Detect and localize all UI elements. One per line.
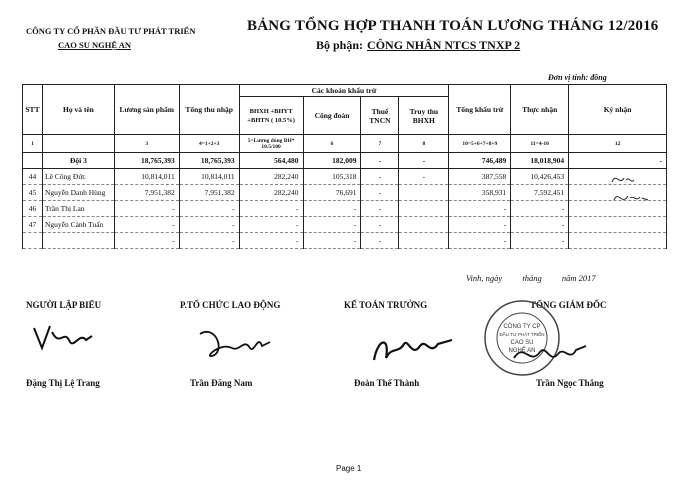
- cell-thuc-nhan: 10,426,453: [511, 169, 569, 185]
- cell-bhxh: 282,240: [239, 185, 303, 201]
- table-row: [23, 169, 667, 185]
- stamp-line-1: CÔNG TY CP: [503, 324, 541, 330]
- date-line: [466, 273, 596, 283]
- cell-cong-doan: 105,318: [303, 169, 361, 185]
- date-year: năm 2017: [561, 273, 596, 283]
- employee-signature-icon: [606, 168, 656, 212]
- signature-name-preparer: Đặng Thị Lệ Trang: [26, 378, 100, 388]
- index-cell: 3: [114, 135, 179, 153]
- payroll-table: [22, 84, 667, 249]
- cell-tong-khau-tru: 746,489: [449, 153, 511, 169]
- signature-title-director: TỔNG GIÁM ĐỐC: [530, 300, 607, 310]
- table-row: [23, 233, 667, 249]
- date-month: tháng: [522, 273, 542, 283]
- header-bhxh: BHXH +BHYT +BHTN ( 10.5%): [239, 97, 303, 135]
- cell-tong-khau-tru: -: [449, 233, 511, 249]
- cell-tong-thu-nhap: 10,814,011: [179, 169, 239, 185]
- index-cell: 10=5+6+7+8+9: [449, 135, 511, 153]
- cell-cong-doan: -: [303, 217, 361, 233]
- cell-tong-thu-nhap: 18,765,393: [179, 153, 239, 169]
- header-stt: STT: [23, 85, 43, 135]
- signature-director-icon: [510, 336, 590, 372]
- cell-thuc-nhan: -: [511, 233, 569, 249]
- cell-name: Trần Thị Lan: [42, 201, 114, 217]
- cell-thue: -: [361, 185, 399, 201]
- signature-name-hr: Trần Đăng Nam: [190, 378, 253, 388]
- department-value: CÔNG NHÂN NTCS TNXP 2: [367, 38, 521, 52]
- cell-thue: -: [361, 169, 399, 185]
- cell-thuc-nhan: -: [511, 217, 569, 233]
- cell-stt: 44: [23, 169, 43, 185]
- cell-bhxh: -: [239, 217, 303, 233]
- index-cell: [42, 135, 114, 153]
- cell-ky-nhan: [569, 233, 667, 249]
- cell-luong-sp: 10,814,011: [114, 169, 179, 185]
- cell-tong-khau-tru: -: [449, 217, 511, 233]
- index-cell: 7: [361, 135, 399, 153]
- stamp-line-2: ĐẦU TƯ PHÁT TRIỂN: [499, 332, 545, 337]
- cell-name: [42, 233, 114, 249]
- signature-title-accountant: KẾ TOÁN TRƯỞNG: [344, 300, 428, 310]
- cell-tong-khau-tru: 387,558: [449, 169, 511, 185]
- group-row: [23, 153, 667, 169]
- document-title: BẢNG TỔNG HỢP THANH TOÁN LƯƠNG THÁNG 12/2016: [247, 18, 659, 34]
- cell-tong-thu-nhap: -: [179, 217, 239, 233]
- signature-hr-icon: [196, 322, 276, 364]
- cell-name: Lê Công Đức: [42, 169, 114, 185]
- header-truy-thu: Truy thu BHXH: [399, 97, 449, 135]
- cell-stt: 46: [23, 201, 43, 217]
- cell-cong-doan: -: [303, 201, 361, 217]
- signature-title-preparer: NGƯỜI LẬP BIỂU: [26, 300, 102, 310]
- cell-cong-doan: 182,009: [303, 153, 361, 169]
- cell-tong-thu-nhap: -: [179, 201, 239, 217]
- cell-truy-thu: [399, 185, 449, 201]
- cell-tong-thu-nhap: 7,951,382: [179, 185, 239, 201]
- table-row: [23, 185, 667, 201]
- index-cell: 4=1+2+3: [179, 135, 239, 153]
- header-name: Họ và tên: [42, 85, 114, 135]
- index-cell: 12: [569, 135, 667, 153]
- cell-ky-nhan: -: [569, 153, 667, 169]
- cell-bhxh: -: [239, 201, 303, 217]
- signature-name-accountant: Đoàn Thế Thành: [354, 378, 420, 388]
- cell-bhxh: -: [239, 233, 303, 249]
- cell-truy-thu: -: [399, 169, 449, 185]
- cell-cong-doan: -: [303, 233, 361, 249]
- cell-bhxh: 564,480: [239, 153, 303, 169]
- cell-tong-khau-tru: -: [449, 201, 511, 217]
- signature-title-hr: P.TỔ CHỨC LAO ĐỘNG: [180, 300, 281, 310]
- header-khau-tru: Các khoản khấu trừ: [239, 85, 449, 97]
- cell-thuc-nhan: -: [511, 201, 569, 217]
- signature-preparer-icon: [30, 318, 110, 358]
- currency-unit: Đơn vị tính: đồng: [548, 73, 607, 82]
- group-name: Đội 3: [42, 153, 114, 169]
- cell-tong-khau-tru: 358,931: [449, 185, 511, 201]
- stamp-line-4: NGHỆ AN: [508, 348, 536, 354]
- cell-thue: -: [361, 153, 399, 169]
- page-footer: Page 1: [336, 464, 362, 473]
- index-cell: 6: [303, 135, 361, 153]
- index-row: [23, 135, 667, 153]
- cell-ky-nhan: [569, 217, 667, 233]
- cell-luong-sp: -: [114, 233, 179, 249]
- department-label: Bộ phận:: [316, 38, 364, 52]
- cell-name: Nguyễn Danh Hùng: [42, 185, 114, 201]
- department: [316, 38, 520, 53]
- header-thue: Thuế TNCN: [361, 97, 399, 135]
- date-place: Vinh, ngày: [466, 273, 503, 283]
- header-thuc-nhan: Thực nhận: [511, 85, 569, 135]
- cell-stt: [23, 233, 43, 249]
- cell-thuc-nhan: 7,592,451: [511, 185, 569, 201]
- header-cong-doan: Công đoàn: [303, 97, 361, 135]
- cell-thuc-nhan: 18,018,904: [511, 153, 569, 169]
- index-cell: 1: [23, 135, 43, 153]
- index-cell: 8: [399, 135, 449, 153]
- cell-luong-sp: 18,765,393: [114, 153, 179, 169]
- cell-luong-sp: -: [114, 201, 179, 217]
- company-name: [26, 24, 195, 52]
- header-luong-sp: Lương sản phẩm: [114, 85, 179, 135]
- header-tong-thu-nhap: Tổng thu nhập: [179, 85, 239, 135]
- table-row: [23, 217, 667, 233]
- index-cell: 11=4-10: [511, 135, 569, 153]
- cell-thue: -: [361, 217, 399, 233]
- cell-tong-thu-nhap: -: [179, 233, 239, 249]
- stamp-line-3: CAO SU: [510, 340, 534, 346]
- cell-bhxh: 282,240: [239, 169, 303, 185]
- header-ky-nhan: Ký nhận: [569, 85, 667, 135]
- cell-luong-sp: -: [114, 217, 179, 233]
- cell-stt: 45: [23, 185, 43, 201]
- table-row: [23, 201, 667, 217]
- cell-truy-thu: [399, 201, 449, 217]
- cell-cong-doan: 76,691: [303, 185, 361, 201]
- cell-truy-thu: [399, 217, 449, 233]
- header-tong-khau-tru: Tổng khấu trừ: [449, 85, 511, 135]
- cell-truy-thu: [399, 233, 449, 249]
- company-line-2: CAO SU NGHỆ AN: [58, 40, 131, 50]
- cell-thue: -: [361, 201, 399, 217]
- cell-thue: -: [361, 233, 399, 249]
- signature-name-director: Trần Ngọc Thắng: [536, 378, 604, 388]
- cell-truy-thu: -: [399, 153, 449, 169]
- cell-name: Nguyễn Cảnh Tuấn: [42, 217, 114, 233]
- cell-stt: 47: [23, 217, 43, 233]
- signature-accountant-icon: [368, 328, 458, 368]
- cell-luong-sp: 7,951,382: [114, 185, 179, 201]
- company-line-1: CÔNG TY CỔ PHẦN ĐẦU TƯ PHÁT TRIỂN: [26, 26, 196, 36]
- index-cell: 5=Lương đóng BH* 10.5/100: [239, 135, 303, 153]
